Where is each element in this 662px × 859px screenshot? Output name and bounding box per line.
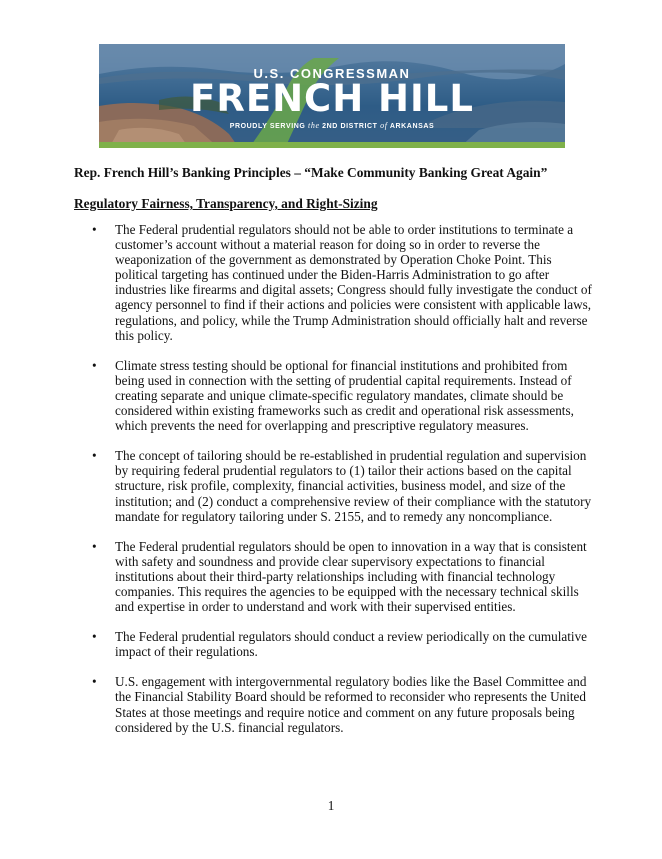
bullet-icon: • xyxy=(92,674,97,690)
list-item xyxy=(74,539,594,614)
list-item-text: The Federal prudential regulators should be open to innovation in a way that is consistent with safety and soundness and provide clear supervisory expectations to financial institutions about their third-party relationships including with financial technology companies. This requires the agencies to be equipped with the necessary technical skills and expertise in order to understand and work with their supervised entities. xyxy=(115,538,587,615)
list-item xyxy=(74,222,594,343)
principles-list xyxy=(74,222,594,750)
header-banner xyxy=(99,44,565,148)
bullet-icon: • xyxy=(92,448,97,464)
bullet-icon: • xyxy=(92,357,97,373)
section-heading: Regulatory Fairness, Transparency, and Right-Sizing xyxy=(74,196,378,211)
tagline-part: of xyxy=(380,121,388,130)
banner-accent-bar xyxy=(99,142,565,148)
banner-kicker: U.S. CONGRESSMAN xyxy=(253,66,411,81)
tagline-part: 2ND DISTRICT xyxy=(319,123,381,130)
list-item-text: The Federal prudential regulators should not be able to order institutions to terminate a customer’s account without a material reason for doing so in order to reverse the weaponization of the government as demonstrated by Operation Choke Point. This political targeting has continued under the Biden-Harris Administration to go after industries like firearms and digital assets; Congress should fully investigate the conduct of agency personnel to find if their actions and policies were consistent with applicable laws, regulations, and policy, while the Trump Administration should officially halt and reverse this policy. xyxy=(115,222,592,343)
list-item xyxy=(74,674,594,734)
banner-name: FRENCH HILL xyxy=(190,77,474,120)
page-number: 1 xyxy=(327,798,335,813)
list-item-text: U.S. engagement with intergovernmental regulatory bodies like the Basel Committee and the Financial Stability Board should be reformed to reconsider who represents the United States at those meetings and require notice and comment on any future proposals being considered by the U.S. financial regulators. xyxy=(115,674,587,735)
tagline-part: the xyxy=(308,121,320,130)
bullet-icon: • xyxy=(92,629,97,645)
bullet-icon: • xyxy=(92,222,97,237)
list-item xyxy=(74,358,594,433)
list-item-text: Climate stress testing should be optional for financial institutions and prohibited from being used in connection with the setting of prudential capital requirements. Instead of creating separate and unique climate-specific regulatory mandates, climate should be considered within existing frameworks such as credit and operational risk assessments, which prevents the need for overlapping and prescriptive regulatory measures. xyxy=(115,357,574,434)
list-item xyxy=(74,629,594,659)
document-title: Rep. French Hill’s Banking Principles – “Make Community Banking Great Again” xyxy=(74,165,548,180)
banner-tagline xyxy=(99,121,565,130)
list-item-text: The Federal prudential regulators should conduct a review periodically on the cumulative impact of their regulations. xyxy=(115,629,588,660)
bullet-icon: • xyxy=(92,538,97,554)
tagline-part: ARKANSAS xyxy=(387,123,435,130)
tagline-part: PROUDLY SERVING xyxy=(229,123,309,130)
list-item-text: The concept of tailoring should be re-established in prudential regulation and supervision by requiring federal prudential regulators to (1) tailor their actions based on the capital structure, risk profile, complexity, financial activities, business model, and size of the institution; and (2) conduct a comprehensive review of their compliance with the statutory mandate for regulatory tailoring under S. 2155, and to remedy any noncompliance. xyxy=(115,448,592,524)
list-item xyxy=(74,448,594,523)
